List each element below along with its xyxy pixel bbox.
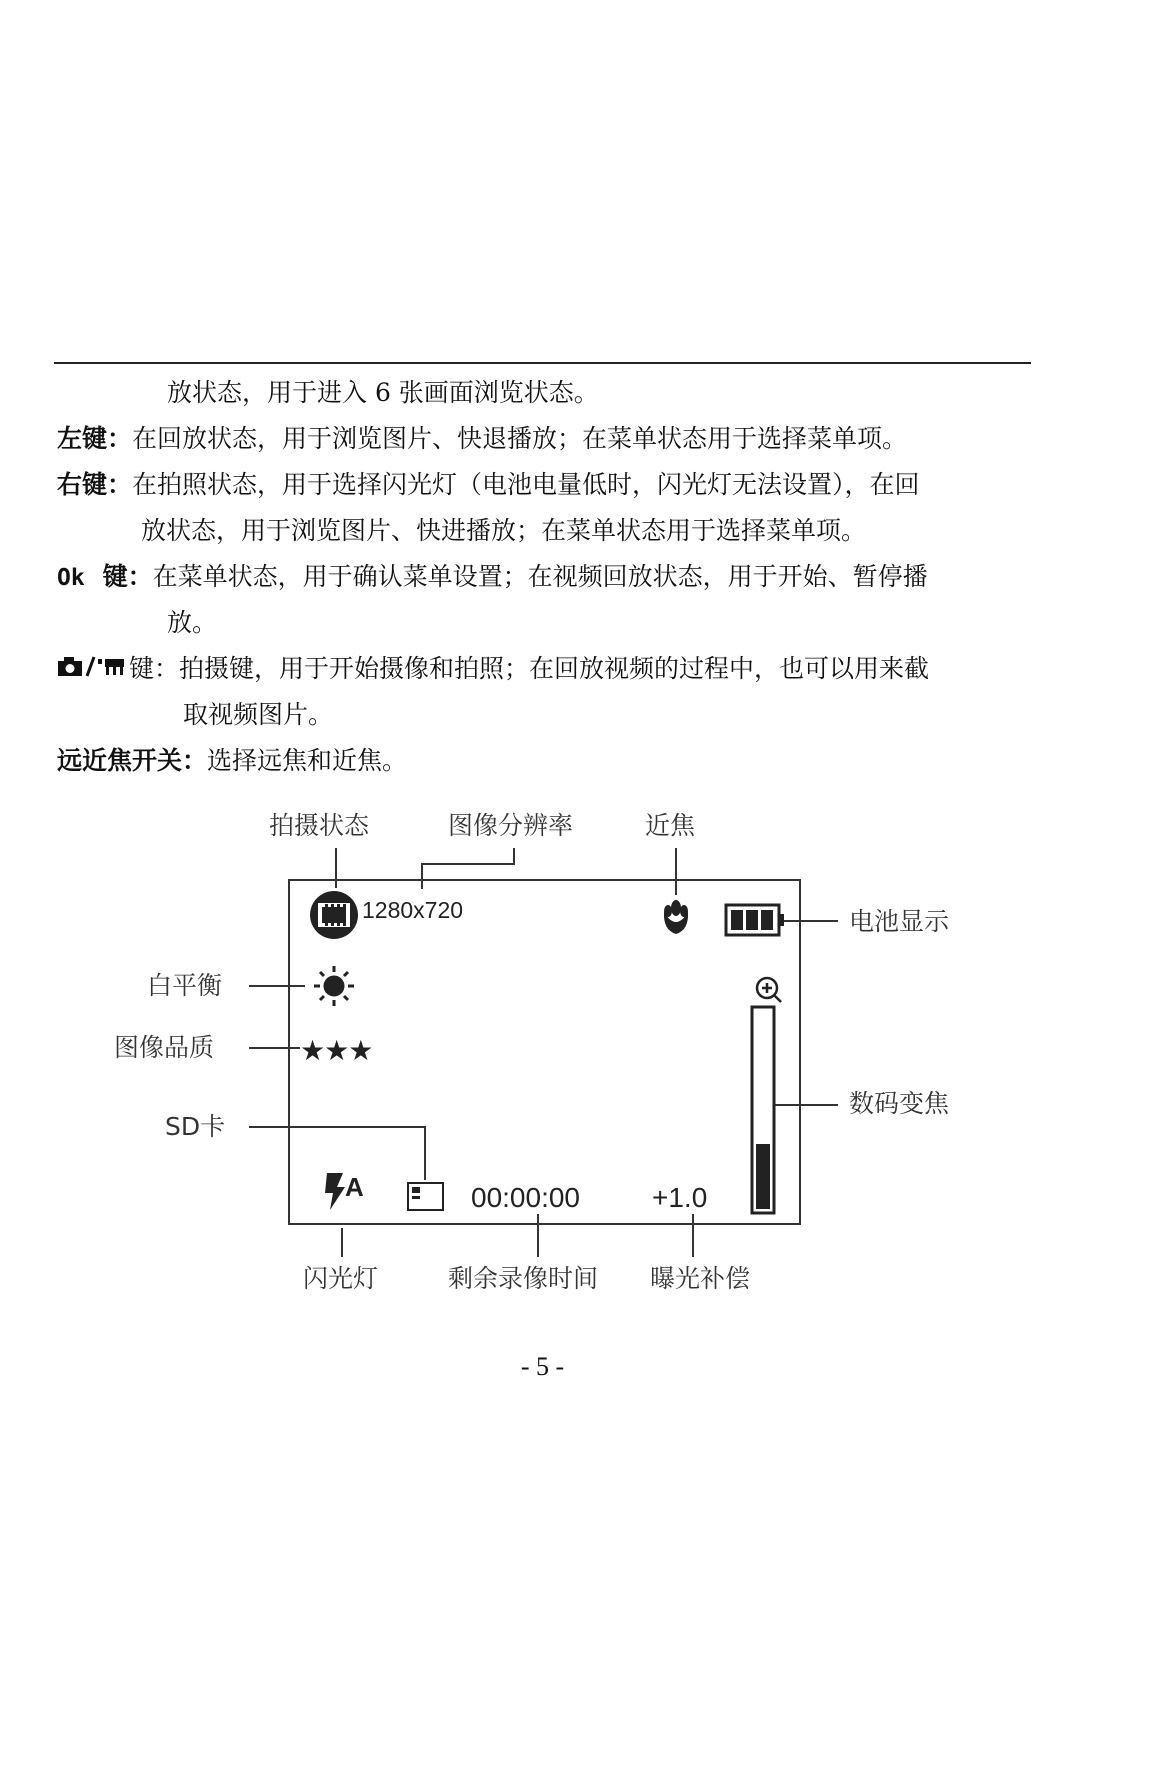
ok-key-description-cont: 放。 <box>167 608 218 637</box>
shutter-key-label: 键： <box>129 654 180 683</box>
focus-switch-label: 远近焦开关： <box>57 746 208 775</box>
left-key-label: 左键： <box>57 424 133 453</box>
focus-switch-description: 选择远焦和近焦。 <box>207 746 408 775</box>
lcd-time-value: 00:00:00 <box>471 1182 580 1213</box>
right-key-description: 在拍照状态，用于选择闪光灯（电池电量低时，闪光灯无法设置），在回 <box>132 470 920 499</box>
page-number: - 5 - <box>520 1352 565 1381</box>
label-resolution: 图像分辨率 <box>448 811 574 840</box>
label-exposure: 曝光补偿 <box>650 1264 751 1293</box>
flash-mode-letter: A <box>345 1172 364 1202</box>
right-key-description-cont: 放状态，用于浏览图片、快进播放；在菜单状态用于选择菜单项。 <box>141 516 867 545</box>
battery-bar <box>761 910 773 930</box>
label-digital-zoom: 数码变焦 <box>849 1089 950 1118</box>
shutter-key-description-cont: 取视频图片。 <box>183 700 334 729</box>
lcd-resolution-value: 1280x720 <box>362 897 464 923</box>
ok-key-description: 在菜单状态，用于确认菜单设置；在视频回放状态，用于开始、暂停播 <box>152 562 928 591</box>
zoom-in-icon <box>757 978 781 1002</box>
label-sd-card: SD卡 <box>165 1112 226 1141</box>
label-remaining-time: 剩余录像时间 <box>448 1264 599 1293</box>
label-flash: 闪光灯 <box>303 1264 379 1293</box>
battery-bar <box>746 910 758 930</box>
macro-flower-icon <box>664 900 688 934</box>
battery-bar <box>731 910 743 930</box>
video-mode-icon <box>310 891 358 939</box>
ok-key-label: Ok <box>57 565 85 591</box>
text-line-playback-continuation: 放状态，用于进入 6 张画面浏览状态。 <box>167 378 599 407</box>
label-white-balance: 白平衡 <box>147 971 223 1000</box>
shutter-key-description: 拍摄键，用于开始摄像和拍照；在回放视频的过程中，也可以用来截 <box>179 654 930 683</box>
label-macro: 近焦 <box>645 811 696 840</box>
white-balance-sun-icon <box>314 966 354 1006</box>
sd-card-icon <box>408 1183 443 1210</box>
label-battery: 电池显示 <box>849 907 950 936</box>
leader-sd-card <box>249 1127 425 1180</box>
label-shoot-status: 拍摄状态 <box>269 811 370 840</box>
ok-key-label-suffix: 键： <box>102 562 153 591</box>
right-key-label: 右键： <box>57 470 133 499</box>
left-key-description: 在回放状态，用于浏览图片、快退播放；在菜单状态用于选择菜单项。 <box>132 424 908 453</box>
label-quality: 图像品质 <box>114 1033 215 1062</box>
battery-icon <box>726 905 784 935</box>
lcd-ev-value: +1.0 <box>652 1182 708 1213</box>
zoom-bar <box>752 1007 774 1213</box>
flash-auto-icon <box>325 1173 345 1210</box>
leader-resolution <box>422 848 514 889</box>
quality-stars: ★★★ <box>300 1035 373 1066</box>
